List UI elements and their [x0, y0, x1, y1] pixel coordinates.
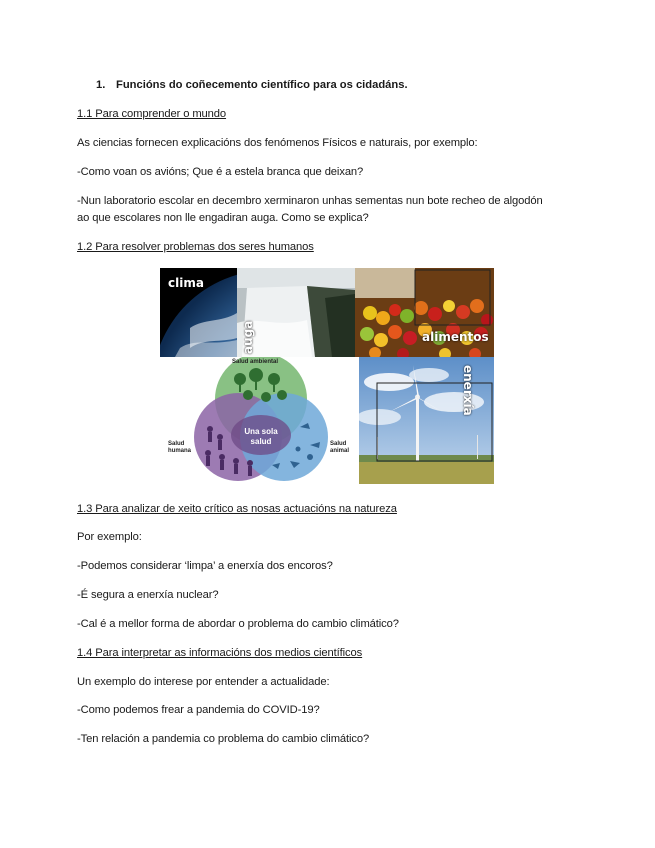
enerxia-label: enerxía: [461, 365, 475, 416]
salud-animal-label: [330, 441, 349, 455]
salud-ambiental-label: Salud ambiental: [232, 359, 279, 365]
auga-tile: [237, 268, 355, 357]
heading-title: Funcións do coñecemento científico para os cidadáns.: [116, 79, 408, 91]
section-3-question-2: -É segura a enerxía nuclear?: [77, 589, 219, 601]
section-1-question-2-line-2: ao que escolares non lle engadiran auga. Como se explica?: [77, 212, 369, 224]
section-3-question-3: -Cal é a mellor forma de abordar o problema do cambio climático?: [77, 618, 399, 630]
una-sola-salud-label: [240, 427, 282, 447]
section-1-question-2-line-1: -Nun laboratorio escolar en decembro xerminaron unhas sementas nun bote recheo de algodón: [77, 195, 543, 207]
section-4-question-1: -Como podemos frear a pandemia do COVID-19?: [77, 704, 320, 716]
section-3-intro: Por exemplo:: [77, 531, 142, 543]
salud-humana-label: [168, 441, 191, 455]
section-4-title: 1.4 Para interpretar as informacións dos medios científicos: [77, 647, 363, 659]
salud-humana-line-2: humana: [168, 448, 192, 454]
main-heading: [96, 79, 408, 91]
salud-animal-line-1: Salud: [330, 441, 347, 447]
collage-image: [160, 268, 494, 484]
una-sola-line-1: Una sola: [244, 427, 278, 436]
section-2-title: 1.2 Para resolver problemas dos seres humanos: [77, 241, 314, 253]
section-1-title: 1.1 Para comprender o mundo: [77, 108, 227, 120]
clima-tile: [160, 268, 237, 357]
enerxia-tile: [359, 357, 494, 484]
one-health-tile: [160, 357, 359, 484]
salud-animal-line-2: animal: [330, 448, 350, 454]
heading-number: 1.: [96, 79, 106, 91]
salud-humana-line-1: Salud: [168, 441, 185, 447]
section-1-intro: As ciencias fornecen explicacións dos fenómenos Físicos e naturais, por exemplo:: [77, 137, 478, 149]
una-sola-line-2: salud: [250, 437, 272, 446]
section-4-question-2: -Ten relación a pandemia co problema do cambio climático?: [77, 733, 370, 745]
section-4-intro: Un exemplo do interese por entender a actualidade:: [77, 676, 330, 688]
clima-label: clima: [168, 276, 204, 290]
section-3-question-1: -Podemos considerar ‘limpa’ a enerxía dos encoros?: [77, 560, 333, 572]
auga-label: auga: [241, 320, 255, 354]
alimentos-label: alimentos: [422, 330, 489, 344]
alimentos-tile: [355, 268, 494, 357]
section-3-title: 1.3 Para analizar de xeito crítico as nosas actuacións na natureza: [77, 503, 397, 515]
one-health-diagram: [160, 357, 359, 484]
section-1-question-1: -Como voan os avións; Que é a estela branca que deixan?: [77, 166, 364, 178]
